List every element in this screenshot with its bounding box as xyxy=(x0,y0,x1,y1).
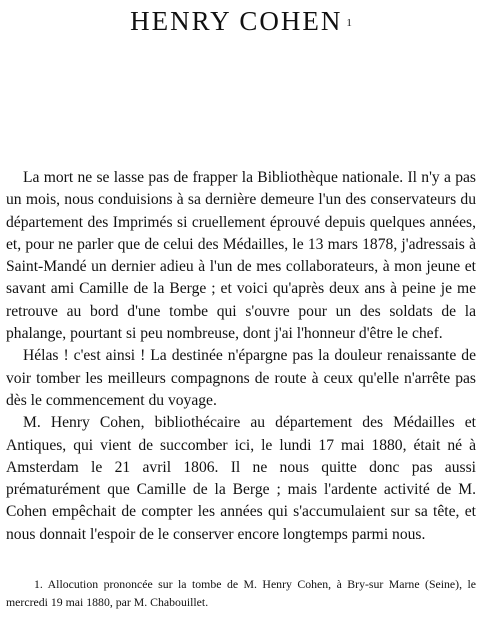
footnote-marker: 1 xyxy=(346,17,352,29)
page-title xyxy=(0,4,482,38)
footnote: 1. Allocution prononcée sur la tombe de M. Henry Cohen, à Bry-sur Marne (Seine), le mercredi 19 mai 1880, par M. Chabouillet. xyxy=(6,577,476,609)
paragraph-2: Hélas ! c'est ainsi ! La destinée n'épargne pas la douleur renaissante de voir tomber les meilleurs compagnons de route à ceux qu'elle n'arrête pas dès le commencement du voyage. xyxy=(6,347,476,409)
paragraph-3: M. Henry Cohen, bibliothécaire au département des Médailles et Antiques, qui vient de succomber ici, le lundi 17 mai 1880, était né à Amsterdam le 21 avril 1806. Il ne nous quitte donc pas aussi prématurément que Camille de la Berge ; mais l'ardente activité de M. Cohen empêchait de compter les années qui s'accumulaient sur sa tête, et nous donnait l'espoir de le conserver encore longtemps parmi nous. xyxy=(6,414,476,543)
title-text: HENRY COHEN xyxy=(130,6,343,36)
body-text xyxy=(6,167,476,546)
paragraph-1: La mort ne se lasse pas de frapper la Bibliothèque nationale. Il n'y a pas un mois, nous conduisions à sa dernière demeure l'un des conservateurs du département des Imprimés si cruellement éprouvé depuis quelques années, et, pour ne parler que de celui des Médailles, le 13 mars 1878, j'adressais à Saint-Mandé un dernier adieu à l'un de mes collaborateurs, à mon jeune et savant ami Camille de la Berge ; et voici qu'après deux ans à peine je me retrouve au bord d'une tombe qui s'ouvre pour un des soldats de la phalange, pourtant si peu nombreuse, dont j'ai l'honneur d'être le chef. xyxy=(6,169,476,343)
